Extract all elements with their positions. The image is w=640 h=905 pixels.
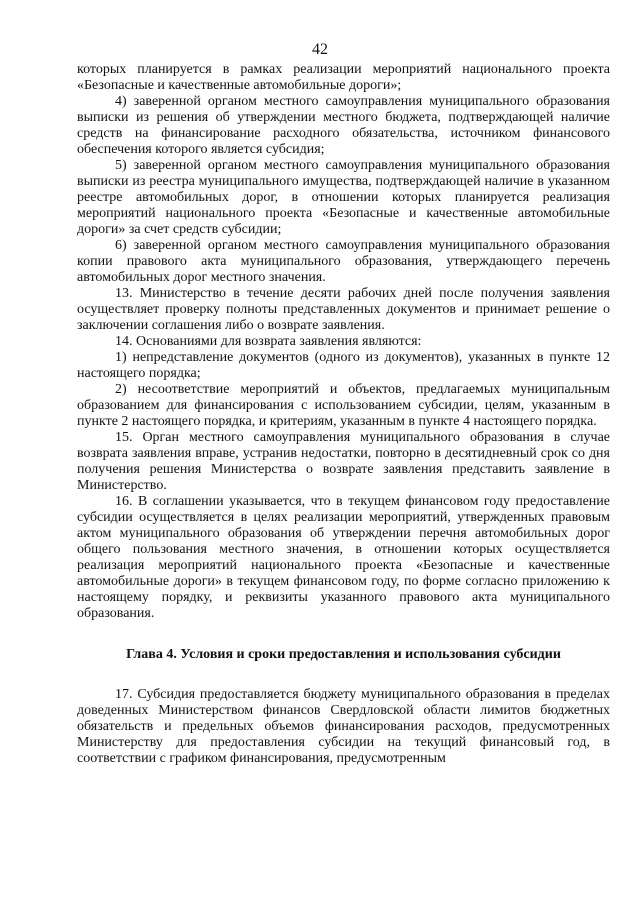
page-number: 42 [312,41,328,58]
chapter-heading: Глава 4. Условия и сроки предоставления и использования субсидии [126,647,561,662]
paragraph-clause-14: 14. Основаниями для возврата заявления являются: [115,334,422,349]
paragraph-item-4: 4) заверенной органом местного самоуправления муниципального образования выписки из решения об утверждении местного бюджета, подтверждающей наличие средств на финансирование расходного обязательства, источником финансового обеспечения которого является субсидия; [77,94,610,157]
paragraph-clause-13: 13. Министерство в течение десяти рабочих дней после получения заявления осуществляет проверку полноты представленных документов и принимает решение о заключении соглашения либо о возврате заявления. [77,286,610,333]
paragraph-clause-17: 17. Субсидия предоставляется бюджету муниципального образования в пределах доведенных Министерством финансов Свердловской области лимитов бюджетных обязательств и предельных объемов финансирования расходов, предусмотренных Министерству для предоставления субсидии на текущий финансовый год, в соответствии с графиком финансирования, предусмотренным [77,687,610,766]
document-body [77,62,610,767]
paragraph-clause-14-item-1: 1) непредставление документов (одного из документов), указанных в пункте 12 настоящего порядка; [77,350,610,381]
paragraph-clause-15: 15. Орган местного самоуправления муниципального образования в случае возврата заявления вправе, устранив недостатки, повторно в десятидневный срок со дня получения решения Министерства о возврате заявления представить заявление в Министерство. [77,430,610,493]
paragraph-clause-16: 16. В соглашении указывается, что в текущем финансовом году предоставление субсидии осуществляется в целях реализации мероприятий, утвержденных правовым актом муниципального образования об утверждении перечня автомобильных дорог общего пользования местного значения, в отношении которых осуществляется реализация мероприятий национального проекта «Безопасные и качественные автомобильные дороги» в текущем финансовом году, по форме согласно приложению к настоящему порядку, и реквизиты указанного правового акта муниципального образования. [77,494,610,621]
paragraph-continuation: которых планируется в рамках реализации мероприятий национального проекта «Безопасные и качественные автомобильные дороги»; [77,62,610,93]
paragraph-item-5: 5) заверенной органом местного самоуправления муниципального образования выписки из реестра муниципального имущества, подтверждающей наличие в указанном реестре автомобильных дорог, в отношении которых планируется реализация мероприятий национального проекта «Безопасные и качественные автомобильные дороги» за счет средств субсидии; [77,158,610,237]
paragraph-clause-14-item-2: 2) несоответствие мероприятий и объектов, предлагаемых муниципальным образованием для финансирования с использованием субсидии, целям, указанным в пункте 2 настоящего порядка, и критериям, указанным в пункте 4 настоящего порядка. [77,382,610,429]
paragraph-item-6: 6) заверенной органом местного самоуправления муниципального образования копии правового акта муниципального образования, утверждающего перечень автомобильных дорог местного значения. [77,238,610,285]
